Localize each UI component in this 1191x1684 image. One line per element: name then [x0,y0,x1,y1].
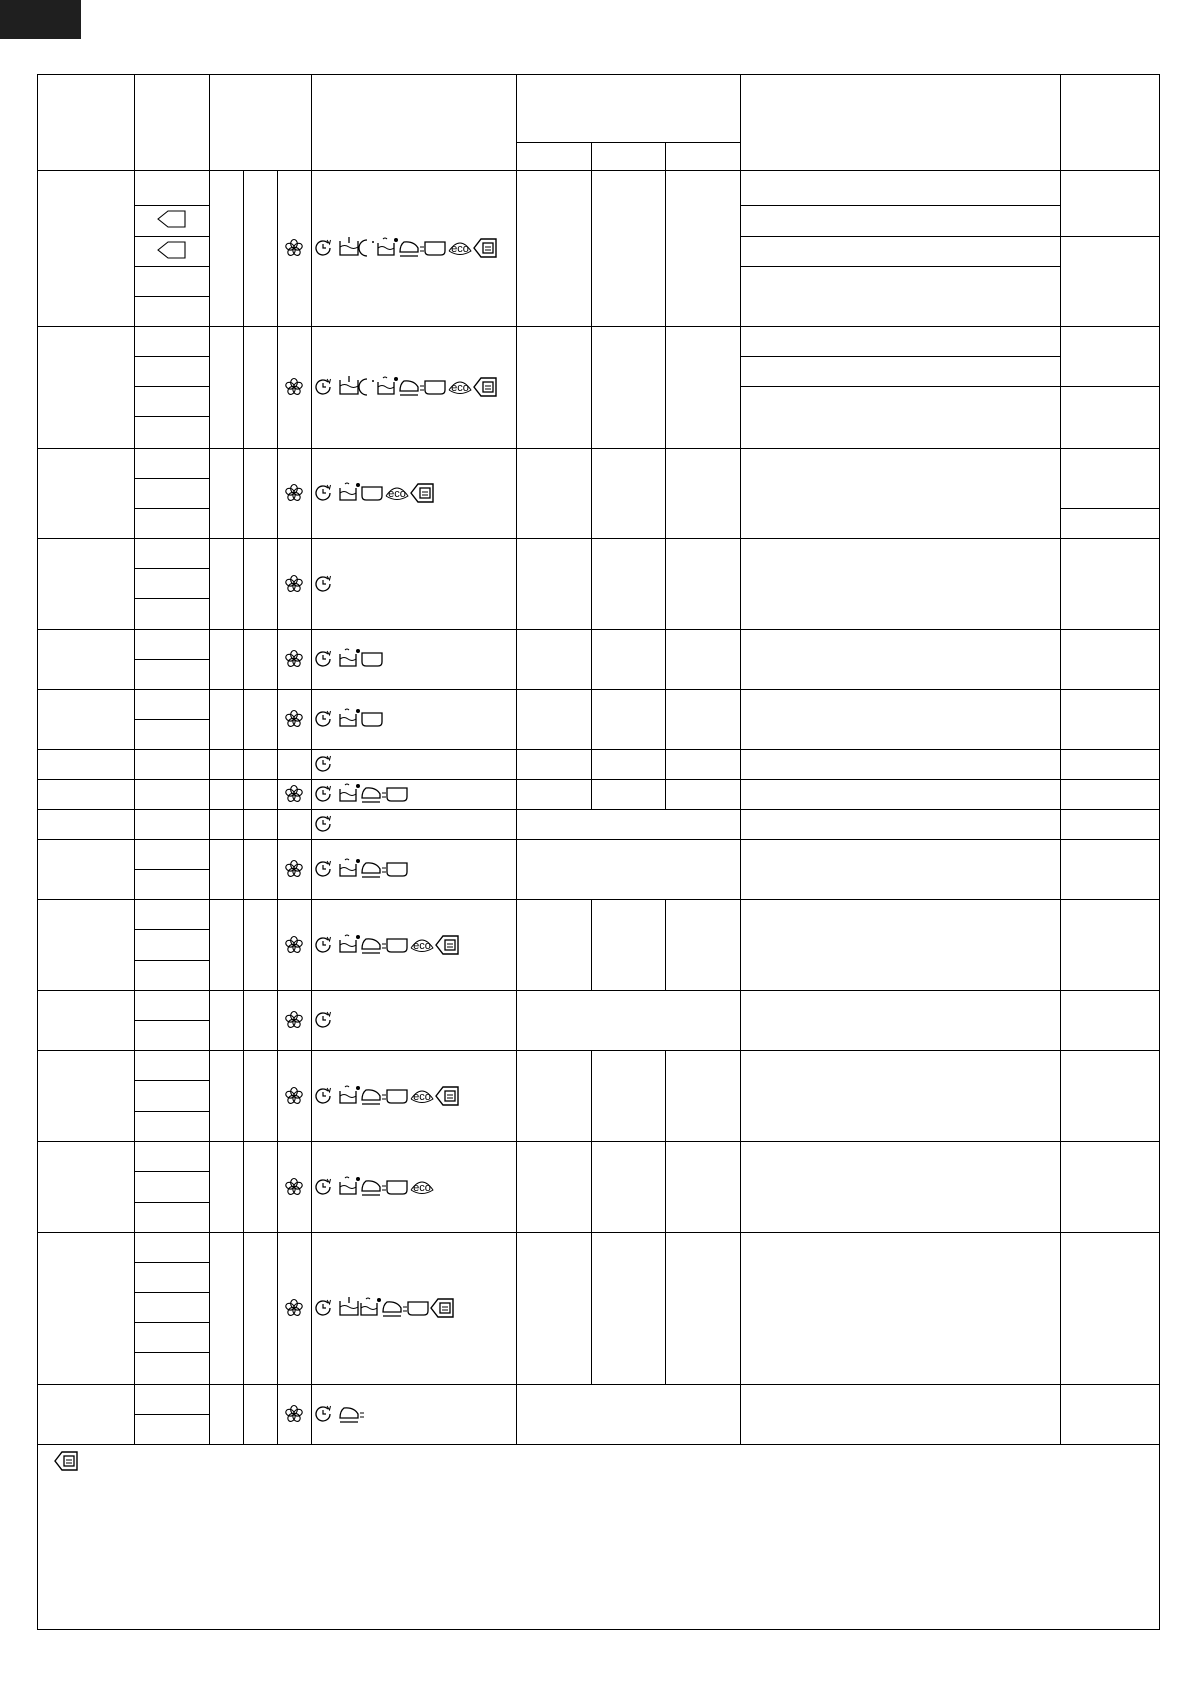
fan-icon [285,651,303,668]
timer-icon [316,576,331,591]
intensive-icon [340,649,360,666]
easy-iron-icon [362,863,386,877]
timer-icon [316,756,331,771]
fan-icon [285,1406,303,1423]
timer-icon [316,786,331,801]
svg-text:eco: eco [451,382,469,394]
timer-icon [316,861,331,876]
soak-icon [362,713,382,726]
soak-icon [387,788,407,801]
fan-icon [285,576,303,593]
eco-icon [449,243,471,255]
soak-icon [408,1302,428,1315]
prewash-icon [340,376,358,394]
intensive-icon [361,1298,381,1315]
easy-iron-icon [362,1181,386,1195]
timer-icon [316,1406,331,1421]
easy-iron-icon [362,1090,386,1104]
fan-icon [285,1179,303,1196]
tag-shape-icon [158,211,185,227]
timer-icon [316,1088,331,1103]
auto-dose-icon [474,378,496,396]
timer-icon [316,816,331,831]
timer-icon [316,1300,331,1315]
svg-text:eco: eco [413,1091,431,1103]
intensive-icon [340,784,360,801]
eco-icon [449,382,471,394]
fan-icon [285,240,303,257]
easy-iron-icon [383,1302,407,1316]
easy-iron-icon [362,788,386,802]
intensive-icon [340,483,360,500]
timer-icon [316,651,331,666]
night-icon [359,240,374,256]
fan-icon [285,1012,303,1029]
fan-icon [285,711,303,728]
intensive-icon [340,859,360,876]
auto-dose-icon [55,1452,77,1470]
fan-icon [285,861,303,878]
timer-icon [316,1012,331,1027]
timer-icon [316,485,331,500]
easy-iron-icon [400,381,424,395]
svg-text:eco: eco [451,243,469,255]
soak-icon [425,242,445,255]
eco-icon [411,1182,433,1194]
intensive-icon [340,709,360,726]
fan-icon [285,1088,303,1105]
auto-dose-icon [436,936,458,954]
eco-icon [411,1091,433,1103]
auto-dose-icon [431,1299,453,1317]
soak-icon [387,1181,407,1194]
auto-dose-icon [411,484,433,502]
intensive-icon [340,935,360,952]
svg-text:eco: eco [413,940,431,952]
prewash-icon [340,237,358,255]
soak-icon [387,863,407,876]
timer-icon [316,240,331,255]
soak-icon [387,1090,407,1103]
timer-icon [316,937,331,952]
easy-iron-icon [400,242,424,256]
timer-icon [316,1179,331,1194]
svg-text:eco: eco [388,488,406,500]
night-icon [359,379,374,395]
soak-icon [362,653,382,666]
soak-icon [425,381,445,394]
table-frame [38,75,1160,1630]
intensive-icon [378,238,398,255]
easy-iron-icon [362,939,386,953]
fan-icon [285,1300,303,1317]
prewash-icon [340,1297,358,1315]
eco-icon [386,488,408,500]
eco-icon [411,940,433,952]
soak-icon [362,487,382,500]
tag-shape-icon [158,242,185,258]
intensive-icon [378,377,398,394]
fan-icon [285,937,303,954]
intensive-icon [340,1177,360,1194]
timer-icon [316,379,331,394]
timer-icon [316,711,331,726]
auto-dose-icon [474,239,496,257]
auto-dose-icon [436,1087,458,1105]
intensive-icon [340,1086,360,1103]
svg-text:eco: eco [413,1182,431,1194]
fan-icon [285,485,303,502]
easy-iron-icon [340,1408,364,1422]
fan-icon [285,379,303,396]
fan-icon [285,786,303,803]
soak-icon [387,939,407,952]
